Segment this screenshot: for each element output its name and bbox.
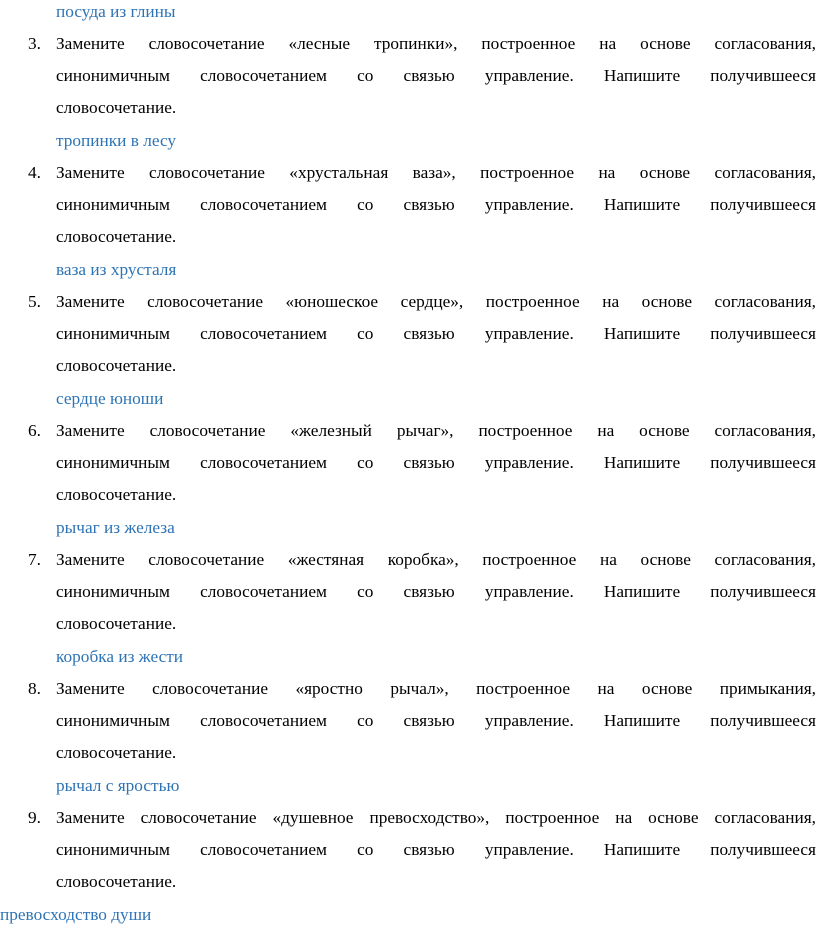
task-line: словосочетание. — [56, 485, 177, 504]
answer-text: тропинки в лесу — [56, 131, 177, 150]
task-line: синонимичным словосочетанием со связью управление. Напишите получившееся — [56, 453, 816, 472]
task-line: синонимичным словосочетанием со связью управление. Напишите получившееся — [56, 66, 816, 85]
task-line: словосочетание. — [56, 614, 177, 633]
task-line: словосочетание. — [56, 98, 177, 117]
task-line: синонимичным словосочетанием со связью управление. Напишите получившееся — [56, 582, 816, 601]
answer-text: ваза из хрусталя — [56, 260, 177, 279]
answer-text: посуда из глины — [56, 2, 176, 21]
task-line: синонимичным словосочетанием со связью управление. Напишите получившееся — [56, 324, 816, 343]
task-line: Замените словосочетание «лесные тропинки», построенное на основе согласования, — [56, 34, 816, 53]
answer-text: коробка из жести — [56, 647, 184, 666]
task-line: Замените словосочетание «хрустальная ваза», построенное на основе согласования, — [56, 163, 816, 182]
answer-text: рычал с яростью — [56, 776, 180, 795]
task-line: Замените словосочетание «душевное превосходство», построенное на основе согласования, — [56, 808, 816, 827]
task-line: словосочетание. — [56, 356, 177, 375]
task-line: Замените словосочетание «яростно рычал», построенное на основе примыкания, — [56, 679, 816, 698]
task-number: 7. — [28, 550, 41, 569]
task-number: 6. — [28, 421, 41, 440]
task-line: Замените словосочетание «железный рычаг», построенное на основе согласования, — [56, 421, 816, 440]
task-line: словосочетание. — [56, 743, 177, 762]
task-line: словосочетание. — [56, 872, 177, 891]
answer-text: сердце юноши — [56, 389, 164, 408]
task-line: словосочетание. — [56, 227, 177, 246]
task-line: Замените словосочетание «юношеское сердце», построенное на основе согласования, — [56, 292, 816, 311]
task-line: синонимичным словосочетанием со связью управление. Напишите получившееся — [56, 711, 816, 730]
answer-text: превосходство души — [0, 905, 152, 924]
task-line: синонимичным словосочетанием со связью управление. Напишите получившееся — [56, 840, 816, 859]
task-number: 4. — [28, 163, 41, 182]
task-line: Замените словосочетание «жестяная коробка», построенное на основе согласования, — [56, 550, 816, 569]
answer-text: рычаг из железа — [56, 518, 175, 537]
task-line: синонимичным словосочетанием со связью управление. Напишите получившееся — [56, 195, 816, 214]
task-number: 3. — [28, 34, 41, 53]
task-number: 8. — [28, 679, 41, 698]
task-number: 5. — [28, 292, 41, 311]
task-number: 9. — [28, 808, 41, 827]
